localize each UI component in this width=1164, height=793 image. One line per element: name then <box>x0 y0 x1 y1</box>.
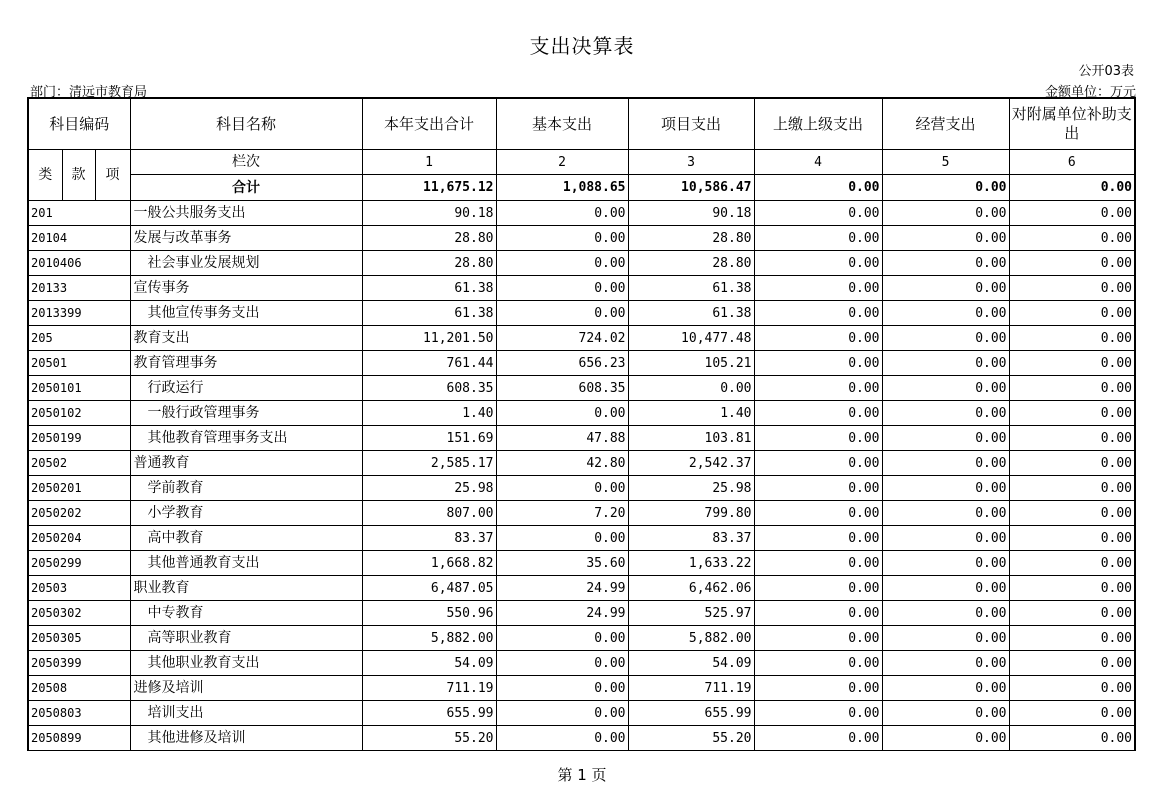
amount-cell: 0.00 <box>882 226 1009 251</box>
amount-cell: 0.00 <box>496 626 628 651</box>
amount-cell: 711.19 <box>362 676 496 701</box>
subject-name: 其他宣传事务支出 <box>130 301 362 326</box>
header-upper: 上缴上级支出 <box>754 98 882 150</box>
amount-cell: 0.00 <box>882 426 1009 451</box>
subject-code: 2050202 <box>28 501 130 526</box>
amount-cell: 28.80 <box>628 226 754 251</box>
amount-cell: 807.00 <box>362 501 496 526</box>
subject-code: 20133 <box>28 276 130 301</box>
amount-cell: 0.00 <box>754 676 882 701</box>
amount-cell: 90.18 <box>628 201 754 226</box>
amount-cell: 83.37 <box>628 526 754 551</box>
amount-cell: 0.00 <box>496 276 628 301</box>
col-number-6: 6 <box>1009 150 1135 175</box>
amount-cell: 5,882.00 <box>628 626 754 651</box>
table-row <box>28 226 1135 251</box>
header-subsidy: 对附属单位补助支出 <box>1009 98 1135 150</box>
subject-name: 其他进修及培训 <box>130 726 362 751</box>
amount-cell: 0.00 <box>496 526 628 551</box>
amount-cell: 0.00 <box>1009 201 1135 226</box>
amount-cell: 0.00 <box>754 551 882 576</box>
table-row <box>28 251 1135 276</box>
total-value: 11,675.12 <box>362 175 496 201</box>
amount-cell: 0.00 <box>882 726 1009 751</box>
amount-cell: 711.19 <box>628 676 754 701</box>
subject-name: 学前教育 <box>130 476 362 501</box>
amount-cell: 0.00 <box>754 451 882 476</box>
amount-cell: 761.44 <box>362 351 496 376</box>
table-row <box>28 601 1135 626</box>
subject-name: 其他教育管理事务支出 <box>130 426 362 451</box>
amount-cell: 1,633.22 <box>628 551 754 576</box>
subject-code: 205 <box>28 326 130 351</box>
amount-cell: 1.40 <box>628 401 754 426</box>
amount-cell: 0.00 <box>496 301 628 326</box>
amount-cell: 0.00 <box>1009 651 1135 676</box>
header-code: 科目编码 <box>28 98 130 150</box>
subject-name: 小学教育 <box>130 501 362 526</box>
amount-cell: 724.02 <box>496 326 628 351</box>
subject-name: 教育管理事务 <box>130 351 362 376</box>
amount-cell: 0.00 <box>496 726 628 751</box>
amount-cell: 25.98 <box>362 476 496 501</box>
amount-cell: 0.00 <box>496 651 628 676</box>
amount-cell: 608.35 <box>496 376 628 401</box>
col-number-3: 3 <box>628 150 754 175</box>
total-value: 0.00 <box>754 175 882 201</box>
subject-code: 2010406 <box>28 251 130 276</box>
subject-code: 2050305 <box>28 626 130 651</box>
amount-cell: 0.00 <box>754 251 882 276</box>
table-row <box>28 701 1135 726</box>
amount-cell: 0.00 <box>882 651 1009 676</box>
subject-name: 一般行政管理事务 <box>130 401 362 426</box>
amount-cell: 0.00 <box>882 676 1009 701</box>
subject-code: 2050299 <box>28 551 130 576</box>
amount-cell: 5,882.00 <box>362 626 496 651</box>
table-row <box>28 201 1135 226</box>
amount-cell: 799.80 <box>628 501 754 526</box>
table-row <box>28 476 1135 501</box>
subject-name: 培训支出 <box>130 701 362 726</box>
subject-code: 2050102 <box>28 401 130 426</box>
header-xiang: 项 <box>95 150 130 201</box>
amount-cell: 0.00 <box>882 501 1009 526</box>
amount-cell: 0.00 <box>882 476 1009 501</box>
amount-cell: 28.80 <box>628 251 754 276</box>
header-name: 科目名称 <box>130 98 362 150</box>
subject-name: 发展与改革事务 <box>130 226 362 251</box>
subject-name: 其他职业教育支出 <box>130 651 362 676</box>
amount-cell: 0.00 <box>882 201 1009 226</box>
amount-cell: 0.00 <box>754 376 882 401</box>
expenditure-table <box>27 97 1136 751</box>
total-label: 合计 <box>130 175 362 201</box>
subject-code: 2050899 <box>28 726 130 751</box>
amount-cell: 55.20 <box>362 726 496 751</box>
amount-cell: 525.97 <box>628 601 754 626</box>
amount-cell: 656.23 <box>496 351 628 376</box>
amount-cell: 0.00 <box>1009 626 1135 651</box>
amount-cell: 0.00 <box>754 651 882 676</box>
subject-name: 教育支出 <box>130 326 362 351</box>
subject-code: 20501 <box>28 351 130 376</box>
amount-cell: 1.40 <box>362 401 496 426</box>
amount-cell: 0.00 <box>1009 226 1135 251</box>
header-basic: 基本支出 <box>496 98 628 150</box>
subject-code: 2013399 <box>28 301 130 326</box>
amount-cell: 103.81 <box>628 426 754 451</box>
amount-cell: 47.88 <box>496 426 628 451</box>
amount-cell: 6,487.05 <box>362 576 496 601</box>
amount-cell: 0.00 <box>1009 526 1135 551</box>
amount-cell: 0.00 <box>1009 676 1135 701</box>
amount-cell: 90.18 <box>362 201 496 226</box>
table-row <box>28 651 1135 676</box>
amount-cell: 0.00 <box>754 301 882 326</box>
amount-cell: 55.20 <box>628 726 754 751</box>
amount-cell: 0.00 <box>882 251 1009 276</box>
subject-name: 普通教育 <box>130 451 362 476</box>
amount-cell: 0.00 <box>1009 551 1135 576</box>
amount-cell: 24.99 <box>496 576 628 601</box>
subject-code: 2050101 <box>28 376 130 401</box>
amount-cell: 0.00 <box>1009 351 1135 376</box>
header-row <box>28 98 1135 150</box>
amount-cell: 0.00 <box>1009 476 1135 501</box>
amount-cell: 83.37 <box>362 526 496 551</box>
table-row <box>28 576 1135 601</box>
subject-code: 20502 <box>28 451 130 476</box>
amount-unit-label: 金额单位：万元 <box>1044 85 1136 100</box>
subject-name: 其他普通教育支出 <box>130 551 362 576</box>
subject-code: 2050399 <box>28 651 130 676</box>
table-row <box>28 551 1135 576</box>
subject-name: 社会事业发展规划 <box>130 251 362 276</box>
subject-code: 2050803 <box>28 701 130 726</box>
subject-name: 宣传事务 <box>130 276 362 301</box>
table-row <box>28 501 1135 526</box>
amount-cell: 608.35 <box>362 376 496 401</box>
amount-cell: 0.00 <box>882 276 1009 301</box>
amount-cell: 28.80 <box>362 226 496 251</box>
amount-cell: 0.00 <box>754 726 882 751</box>
subject-name: 中专教育 <box>130 601 362 626</box>
amount-cell: 0.00 <box>882 576 1009 601</box>
form-number: 公开03表 <box>1078 64 1134 79</box>
amount-cell: 0.00 <box>882 451 1009 476</box>
amount-cell: 0.00 <box>754 201 882 226</box>
amount-cell: 0.00 <box>496 226 628 251</box>
amount-cell: 0.00 <box>1009 426 1135 451</box>
subject-code: 20508 <box>28 676 130 701</box>
total-value: 0.00 <box>882 175 1009 201</box>
amount-cell: 0.00 <box>882 626 1009 651</box>
amount-cell: 0.00 <box>496 676 628 701</box>
subject-code: 2050199 <box>28 426 130 451</box>
amount-cell: 0.00 <box>496 701 628 726</box>
amount-cell: 0.00 <box>1009 501 1135 526</box>
amount-cell: 0.00 <box>882 326 1009 351</box>
subject-name: 高中教育 <box>130 526 362 551</box>
amount-cell: 0.00 <box>882 701 1009 726</box>
amount-cell: 0.00 <box>1009 726 1135 751</box>
total-row <box>28 175 1135 201</box>
amount-cell: 0.00 <box>1009 326 1135 351</box>
amount-cell: 28.80 <box>362 251 496 276</box>
amount-cell: 0.00 <box>754 226 882 251</box>
amount-cell: 0.00 <box>882 526 1009 551</box>
subject-name: 高等职业教育 <box>130 626 362 651</box>
amount-cell: 0.00 <box>1009 451 1135 476</box>
amount-cell: 0.00 <box>754 626 882 651</box>
amount-cell: 6,462.06 <box>628 576 754 601</box>
amount-cell: 0.00 <box>754 701 882 726</box>
header-total: 本年支出合计 <box>362 98 496 150</box>
total-value: 0.00 <box>1009 175 1135 201</box>
subject-code: 201 <box>28 201 130 226</box>
amount-cell: 0.00 <box>754 576 882 601</box>
page-number: 第 1 页 <box>557 766 607 784</box>
amount-cell: 0.00 <box>882 551 1009 576</box>
table-row <box>28 326 1135 351</box>
subject-code: 2050201 <box>28 476 130 501</box>
amount-cell: 0.00 <box>1009 601 1135 626</box>
amount-cell: 54.09 <box>362 651 496 676</box>
amount-cell: 2,585.17 <box>362 451 496 476</box>
amount-cell: 0.00 <box>754 351 882 376</box>
subject-code: 2050302 <box>28 601 130 626</box>
amount-cell: 0.00 <box>882 601 1009 626</box>
amount-cell: 42.80 <box>496 451 628 476</box>
column-number-row <box>28 150 1135 175</box>
amount-cell: 0.00 <box>754 601 882 626</box>
table-row <box>28 626 1135 651</box>
amount-cell: 7.20 <box>496 501 628 526</box>
amount-cell: 0.00 <box>882 351 1009 376</box>
col-number-1: 1 <box>362 150 496 175</box>
amount-cell: 655.99 <box>362 701 496 726</box>
subject-code: 2050204 <box>28 526 130 551</box>
amount-cell: 1,668.82 <box>362 551 496 576</box>
header-kuan: 款 <box>62 150 95 201</box>
subject-name: 一般公共服务支出 <box>130 201 362 226</box>
amount-cell: 61.38 <box>628 276 754 301</box>
amount-cell: 655.99 <box>628 701 754 726</box>
amount-cell: 0.00 <box>496 401 628 426</box>
report-title: 支出决算表 <box>529 34 635 58</box>
table-row <box>28 526 1135 551</box>
table-row <box>28 451 1135 476</box>
col-number-4: 4 <box>754 150 882 175</box>
amount-cell: 35.60 <box>496 551 628 576</box>
amount-cell: 24.99 <box>496 601 628 626</box>
col-number-2: 2 <box>496 150 628 175</box>
amount-cell: 0.00 <box>496 251 628 276</box>
department-label: 部门：清远市教育局 <box>30 85 148 100</box>
header-business: 经营支出 <box>882 98 1009 150</box>
amount-cell: 0.00 <box>754 526 882 551</box>
amount-cell: 61.38 <box>628 301 754 326</box>
table-row <box>28 726 1135 751</box>
table-row <box>28 376 1135 401</box>
subject-name: 职业教育 <box>130 576 362 601</box>
amount-cell: 0.00 <box>1009 576 1135 601</box>
subject-name: 行政运行 <box>130 376 362 401</box>
header-lei: 类 <box>28 150 62 201</box>
header-lanci: 栏次 <box>130 150 362 175</box>
amount-cell: 0.00 <box>496 476 628 501</box>
table-row <box>28 276 1135 301</box>
amount-cell: 25.98 <box>628 476 754 501</box>
amount-cell: 0.00 <box>754 276 882 301</box>
amount-cell: 0.00 <box>1009 301 1135 326</box>
subject-code: 20503 <box>28 576 130 601</box>
amount-cell: 0.00 <box>882 376 1009 401</box>
amount-cell: 11,201.50 <box>362 326 496 351</box>
amount-cell: 0.00 <box>754 501 882 526</box>
total-value: 1,088.65 <box>496 175 628 201</box>
amount-cell: 0.00 <box>882 301 1009 326</box>
table-row <box>28 301 1135 326</box>
amount-cell: 0.00 <box>1009 276 1135 301</box>
amount-cell: 0.00 <box>1009 251 1135 276</box>
total-value: 10,586.47 <box>628 175 754 201</box>
amount-cell: 0.00 <box>754 326 882 351</box>
amount-cell: 0.00 <box>496 201 628 226</box>
table-row <box>28 676 1135 701</box>
subject-code: 20104 <box>28 226 130 251</box>
table-row <box>28 426 1135 451</box>
amount-cell: 0.00 <box>754 476 882 501</box>
amount-cell: 105.21 <box>628 351 754 376</box>
amount-cell: 2,542.37 <box>628 451 754 476</box>
amount-cell: 0.00 <box>1009 701 1135 726</box>
amount-cell: 0.00 <box>882 401 1009 426</box>
amount-cell: 0.00 <box>628 376 754 401</box>
amount-cell: 61.38 <box>362 301 496 326</box>
table-row <box>28 351 1135 376</box>
amount-cell: 0.00 <box>754 401 882 426</box>
subject-name: 进修及培训 <box>130 676 362 701</box>
table-row <box>28 401 1135 426</box>
col-number-5: 5 <box>882 150 1009 175</box>
amount-cell: 550.96 <box>362 601 496 626</box>
amount-cell: 0.00 <box>1009 376 1135 401</box>
amount-cell: 0.00 <box>1009 401 1135 426</box>
amount-cell: 0.00 <box>754 426 882 451</box>
amount-cell: 61.38 <box>362 276 496 301</box>
amount-cell: 10,477.48 <box>628 326 754 351</box>
header-project: 项目支出 <box>628 98 754 150</box>
amount-cell: 54.09 <box>628 651 754 676</box>
amount-cell: 151.69 <box>362 426 496 451</box>
